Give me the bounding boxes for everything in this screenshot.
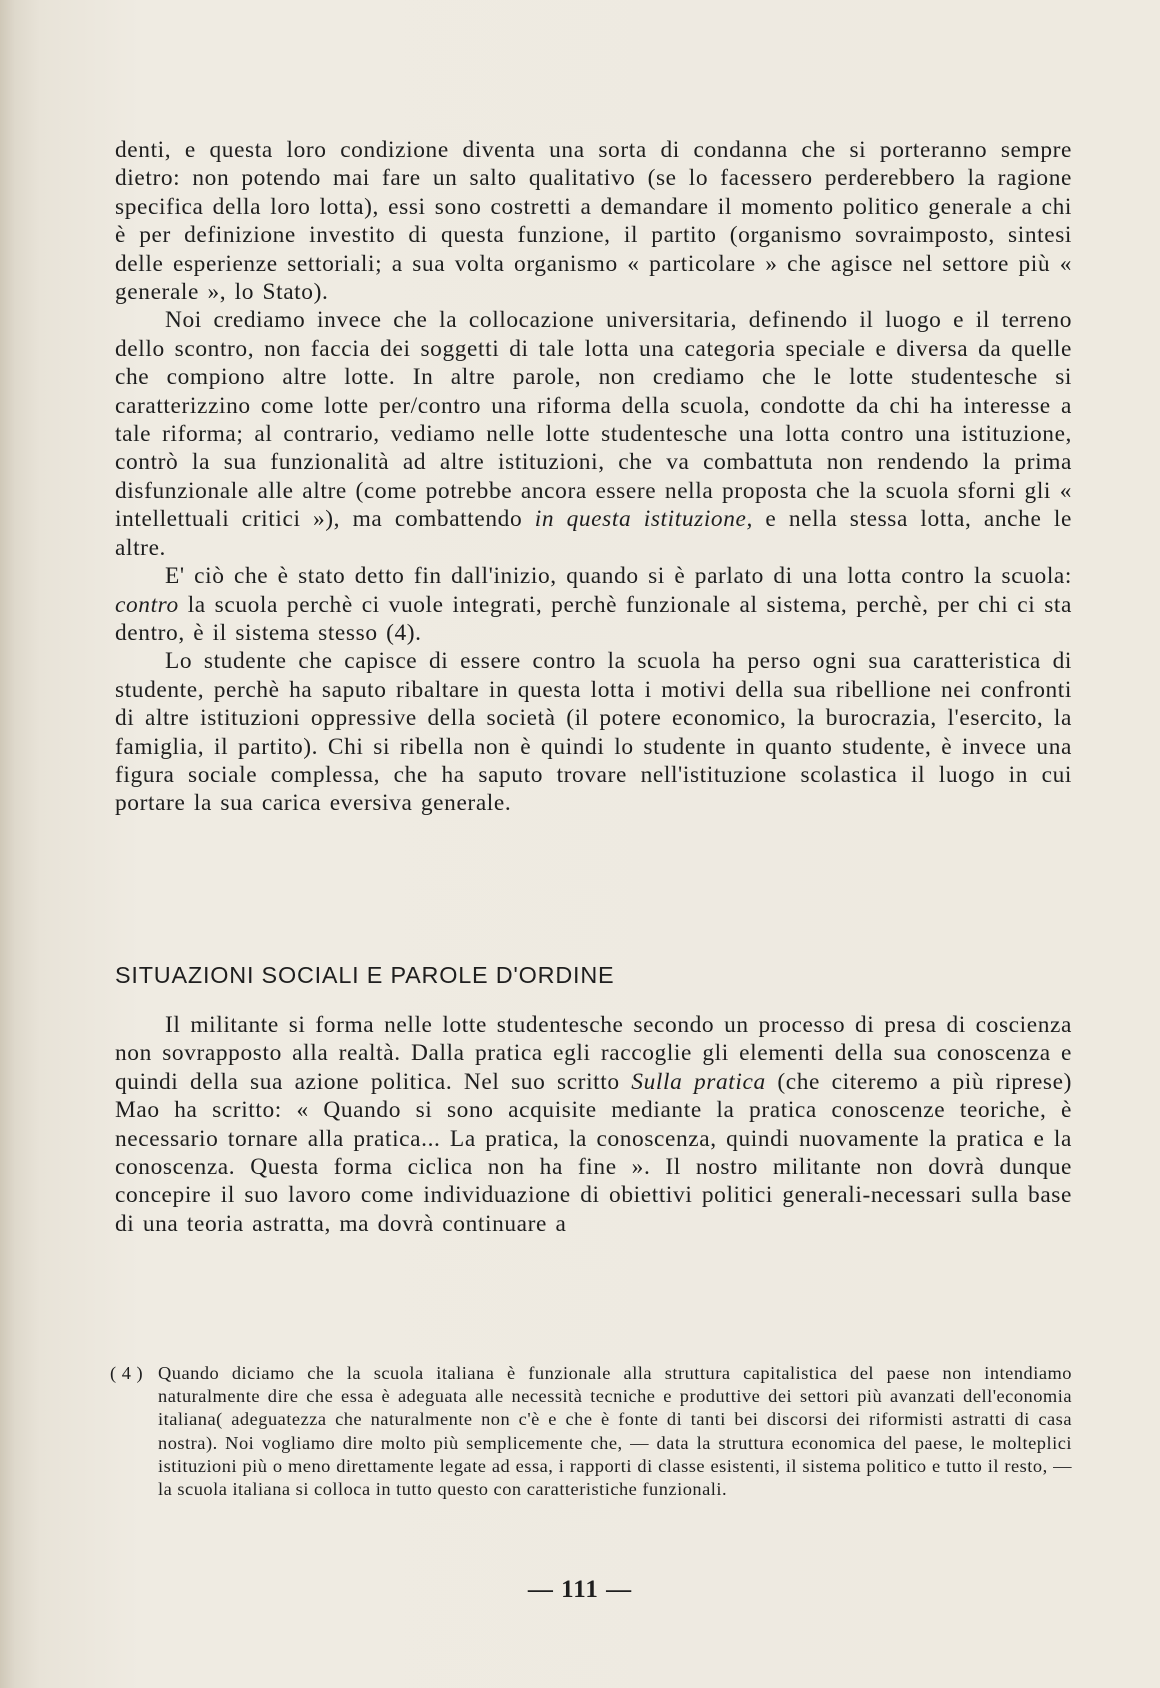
section-paragraph-head: Il militante si forma nelle lotte studentesche secondo un processo di presa di coscienza non sovrapposto alla realtà. Dalla pratica egli raccoglie gli elementi della sua conoscenza e quindi della sua azione politica. Nel suo scritto xyxy=(115,1012,1072,1095)
paragraph-3-italic: contro xyxy=(115,591,179,618)
body-text xyxy=(115,136,1072,818)
page-number: — 111 — xyxy=(527,1576,633,1603)
paragraph-2-italic: in questa istituzione, xyxy=(534,506,753,533)
paragraph-3-tail: la scuola perchè ci vuole integrati, perchè funzionale al sistema, perchè, per chi ci sta dentro, è il sistema stesso (4). xyxy=(115,591,1072,646)
paragraph-3-head: E' ciò che è stato detto fin dall'inizio, quando si è parlato di una lotta contro la scuola: xyxy=(165,563,1072,590)
footnote-text: Quando diciamo che la scuola italiana è funzionale alla struttura capitalistica del paese non intendiamo naturalmente dire che essa è adeguata alle necessità tecniche e produttive dei settori più avanzati dell'economia italiana( adeguatezza che naturalmente non c'è e che è fonte di tanti bei discorsi dei riformisti astratti di casa nostra). Noi vogliamo dire molto più semplicemente che, — data la struttura economica del paese, le molteplici istituzioni più o meno direttamente legate ad essa, i rapporti di classe esistenti, il sistema politico e tutto il resto, — la scuola italiana si colloca in tutto questo con caratteristiche funzionali. xyxy=(158,1363,1072,1500)
footnote xyxy=(110,1362,1072,1501)
paragraph-2-tail: e nella stessa lotta, anche le altre. xyxy=(115,506,1072,561)
footnote-marker: ( 4 ) xyxy=(110,1363,144,1383)
section-heading: SITUAZIONI SOCIALI E PAROLE D'ORDINE xyxy=(115,962,615,988)
section-paragraph xyxy=(115,1011,1072,1238)
section-body-text xyxy=(115,1011,1072,1238)
paragraph-2 xyxy=(115,306,1072,562)
paragraph-1: denti, e questa loro condizione diventa una sorta di condanna che si porteranno sempre dietro: non potendo mai fare un salto qualitativo (se lo facessero perderebbero la ragione specifica della loro lotta), essi sono costretti a demandare il momento politico generale a chi è per definizione investito di questa funzione, il partito (organismo sovraimposto, sintesi delle esperienze settoriali; a sua volta organismo « particolare » che agisce nel settore più « generale », lo Stato). xyxy=(115,137,1072,306)
paragraph-2-text: Noi crediamo invece che la collocazione universitaria, definendo il luogo e il terreno dello scontro, non faccia dei soggetti di tale lotta una categoria speciale e diversa da quelle che compiono altre lotte. In altre parole, non crediamo che le lotte studentesche si caratterizzino come lotte per/contro una riforma della scuola, condotte da chi ha interesse a tale riforma; al contrario, vediamo nelle lotte studentesche una lotta contro una istituzione, contrò la sua funzionalità ad altre istituzioni, che va combattuta non rendendo la prima disfunzionale alle altre (come potrebbe ancora essere nella proposta che la scuola sforni gli « intellettuali critici »), ma combattendo xyxy=(115,307,1072,533)
section-paragraph-italic: Sulla pratica xyxy=(631,1068,766,1095)
paragraph-3 xyxy=(115,562,1072,647)
paragraph-4: Lo studente che capisce di essere contro la scuola ha perso ogni sua caratteristica di studente, perchè ha saputo ribaltare in questa lotta i motivi della sua ribellione nei confronti di altre istituzioni oppressive della società (il potere economico, la burocrazia, l'esercito, la famiglia, il partito). Chi si ribella non è quindi lo studente in quanto studente, è invece una figura sociale complessa, che ha saputo trovare nell'istituzione scolastica il luogo in cui portare la sua carica eversiva generale. xyxy=(115,648,1072,817)
page-spine-shadow xyxy=(0,0,14,1688)
section-paragraph-tail: (che citeremo a più riprese) Mao ha scritto: « Quando si sono acquisite mediante la pratica conoscenze teoriche, è necessario tornare alla pratica... La pratica, la conoscenza, quindi nuovamente la pratica e la conoscenza. Questa forma ciclica non ha fine ». Il nostro militante non dovrà dunque concepire il suo lavoro come individuazione di obiettivi politici generali-necessari sulla base di una teoria astratta, ma dovrà continuare a xyxy=(115,1068,1073,1237)
